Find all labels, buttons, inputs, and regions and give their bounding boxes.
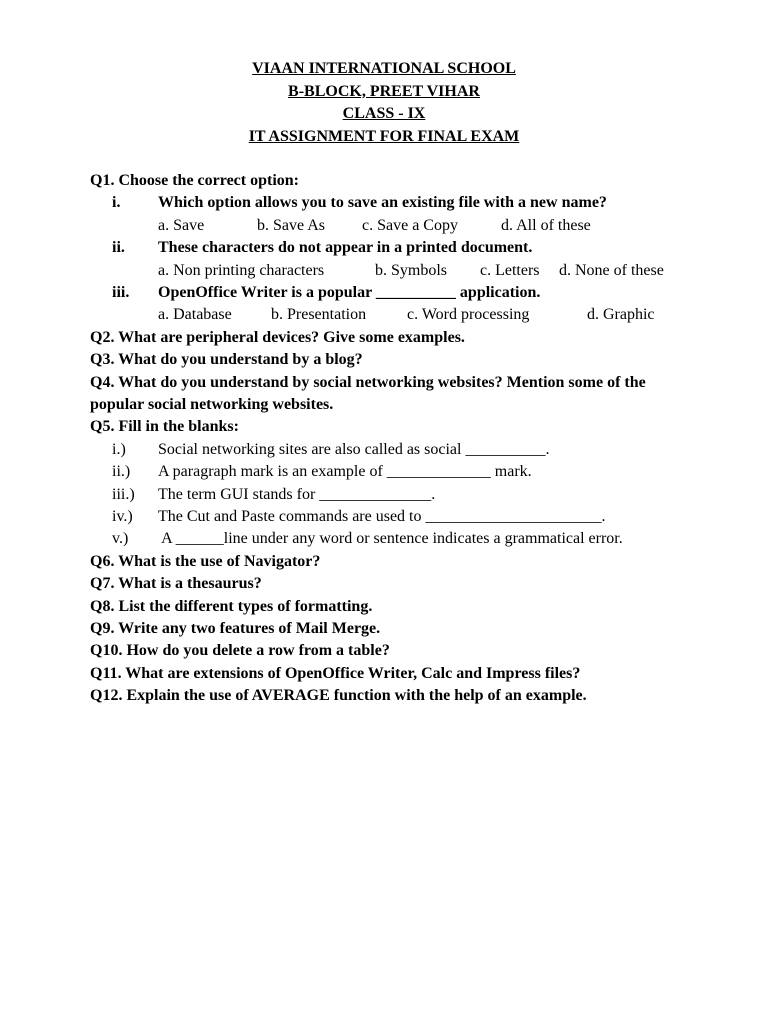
fill-blank-text: Social networking sites are also called as social __________. [158,440,550,458]
fill-blank-item [90,528,690,550]
mcq-number: iii. [112,284,130,301]
mcq-question: Which option allows you to save an existing file with a new name? [158,194,607,212]
document-header [0,58,768,148]
question-10: Q10. How do you delete a row from a table? [90,642,390,660]
mcq-option: c. Save a Copy [362,216,458,234]
question-4: Q4. What do you understand by social networking websites? Mention some of the popular social networking websites. [90,373,646,414]
fill-blank-text: The term GUI stands for ______________. [158,485,436,503]
mcq-option: a. Database [158,306,232,324]
school-address: B-BLOCK, PREET VIHAR [288,82,480,100]
mcq-item [90,282,690,304]
mcq-options [90,260,690,282]
class-label: CLASS - IX [342,105,426,122]
question-9: Q9. Write any two features of Mail Merge. [90,620,381,638]
mcq-item [90,237,690,259]
mcq-option: d. None of these [559,261,664,279]
mcq-options [90,215,690,237]
mcq-item [90,192,690,214]
question-2: Q2. What are peripheral devices? Give some examples. [90,328,465,346]
mcq-option: b. Symbols [375,261,448,279]
question-5-title: Q5. Fill in the blanks: [90,418,239,436]
school-name: VIAAN INTERNATIONAL SCHOOL [252,60,516,77]
mcq-number: ii. [112,239,125,257]
fill-blank-number: v.) [112,530,129,548]
question-7: Q7. What is a thesaurus? [90,575,262,593]
question-6: Q6. What is the use of Navigator? [90,552,321,570]
question-8: Q8. List the different types of formatting. [90,597,373,615]
mcq-option: c. Letters [480,261,540,279]
mcq-options [90,304,690,326]
fill-blank-text: The Cut and Paste commands are used to ______________________. [158,508,606,526]
fill-blank-number: i.) [112,440,126,458]
mcq-question: These characters do not appear in a printed document. [158,239,533,257]
fill-blank-item [90,439,690,461]
fill-blank-item [90,461,690,483]
mcq-number: i. [112,194,121,212]
fill-blank-item [90,506,690,528]
mcq-question: OpenOffice Writer is a popular __________ application. [158,284,541,301]
fill-blank-item [90,484,690,506]
mcq-option: d. All of these [501,216,591,234]
assignment-title: IT ASSIGNMENT FOR FINAL EXAM [248,127,520,145]
mcq-option: b. Save As [257,216,325,234]
fill-blank-text: A paragraph mark is an example of _____________ mark. [158,463,532,481]
mcq-option: d. Graphic [587,306,655,324]
assignment-body [90,170,690,708]
mcq-option: b. Presentation [271,306,367,324]
question-11: Q11. What are extensions of OpenOffice Writer, Calc and Impress files? [90,664,581,682]
question-12: Q12. Explain the use of AVERAGE function with the help of an example. [90,687,587,705]
mcq-option: a. Save [158,216,205,234]
fill-blank-text: A ______line under any word or sentence indicates a grammatical error. [158,530,623,548]
fill-blank-number: ii.) [112,463,131,481]
mcq-option: c. Word processing [407,306,530,324]
fill-blank-number: iv.) [112,508,133,526]
question-3: Q3. What do you understand by a blog? [90,351,363,369]
fill-blank-number: iii.) [112,485,135,503]
question-1-title: Q1. Choose the correct option: [90,172,299,189]
mcq-option: a. Non printing characters [158,261,325,279]
